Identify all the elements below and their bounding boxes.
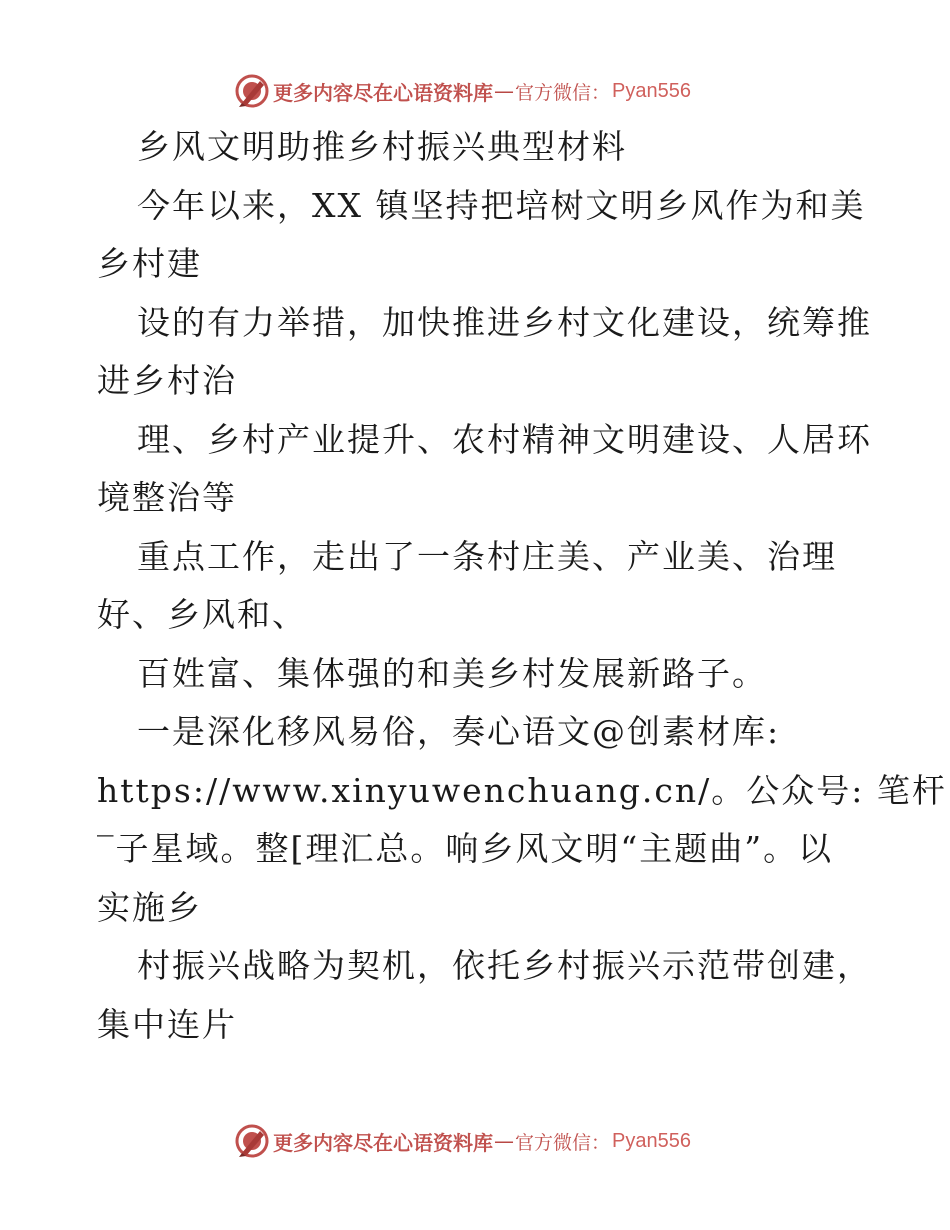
footer-banner-text: 更多内容尽在心语资料库 bbox=[273, 1130, 493, 1155]
body-line: 百姓富、集体强的和美乡村发展新路子。 bbox=[137, 653, 767, 693]
footer-banner-wechat-id: Pyan556 bbox=[612, 1129, 691, 1152]
footer-banner-dash: — bbox=[494, 1129, 514, 1153]
body-line: 好、乡风和、 bbox=[97, 595, 307, 634]
document-body bbox=[97, 118, 947, 1054]
body-line: 村振兴战略为契机，依托乡村振兴示范带创建， bbox=[137, 946, 872, 985]
body-line: 实施乡 bbox=[97, 887, 202, 927]
document-title: 乡风文明助推乡村振兴典型材料 bbox=[137, 127, 627, 166]
body-line: ‾子星域。整[理汇总。响乡风文明“主题曲”。以 bbox=[97, 829, 834, 868]
header-banner bbox=[233, 72, 691, 110]
body-line: 乡村建 bbox=[97, 244, 202, 283]
body-line: 集中连片 bbox=[97, 1004, 237, 1044]
body-line: 重点工作，走出了一条村庄美、产业美、治理 bbox=[137, 536, 837, 576]
header-banner-wechat-label: 官方微信： bbox=[515, 81, 611, 104]
body-line: 今年以来，XX 镇坚持把培树文明乡风作为和美 bbox=[137, 185, 866, 225]
pen-logo-icon bbox=[233, 72, 271, 110]
pen-logo-icon bbox=[233, 1122, 271, 1160]
footer-banner-wechat-label: 官方微信： bbox=[515, 1131, 611, 1154]
body-line: 设的有力举措，加快推进乡村文化建设，统筹推 bbox=[137, 302, 872, 342]
header-banner-text: 更多内容尽在心语资料库 bbox=[273, 80, 493, 105]
footer-banner bbox=[233, 1122, 691, 1160]
body-line: 进乡村治 bbox=[97, 361, 237, 400]
header-banner-dash: — bbox=[494, 79, 514, 103]
header-banner-wechat-id: Pyan556 bbox=[612, 79, 691, 102]
body-line: 境整治等 bbox=[97, 478, 237, 517]
body-line: 一是深化移风易俗，奏心语文@创素材库: bbox=[137, 712, 781, 751]
body-line-url: https://www.xinyuwenchuang.cn/。公众号: 笔杆 bbox=[97, 770, 947, 810]
body-line: 理、乡村产业提升、农村精神文明建设、人居环 bbox=[137, 419, 872, 459]
